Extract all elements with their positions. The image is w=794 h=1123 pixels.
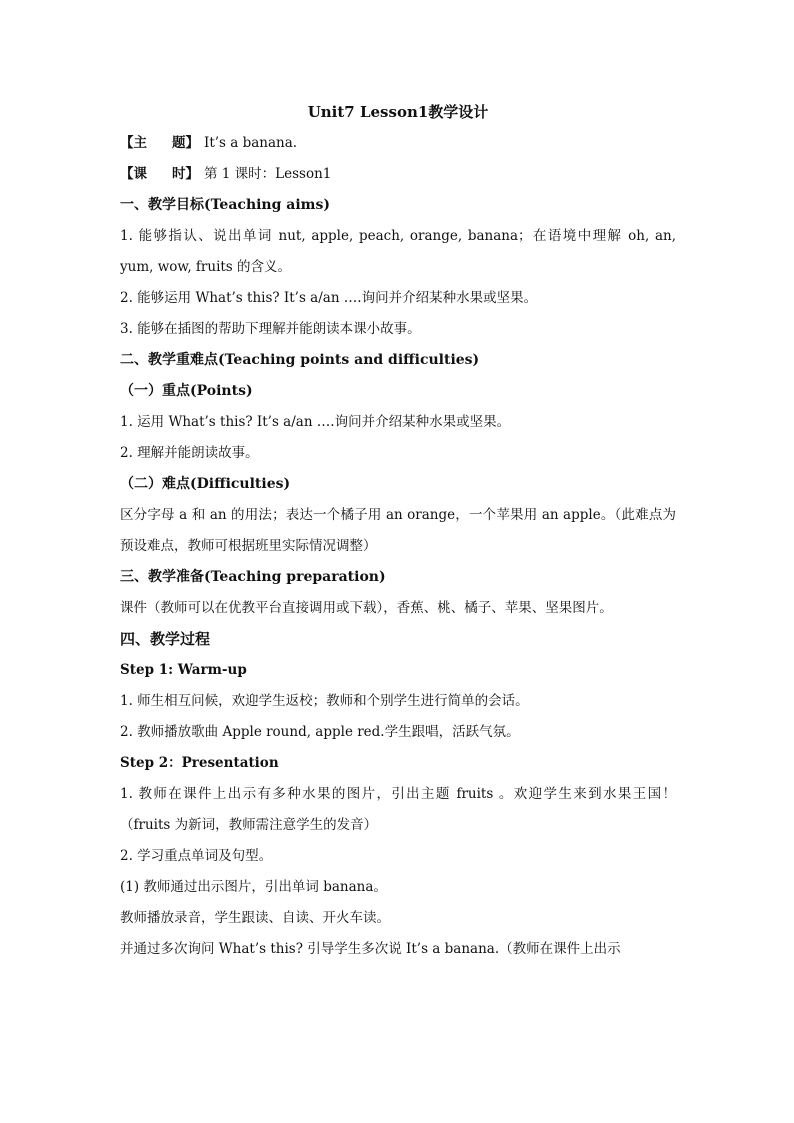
point-item-1: 1. 运用 What’s this? It’s a/an ….询问并介绍某种水果或坚果。 (120, 414, 511, 430)
point-item-2: 2. 理解并能朗读故事。 (120, 445, 259, 461)
step2-item-2: 2. 学习重点单词及句型。 (120, 848, 273, 864)
subheading-difficulties: （二）难点(Difficulties) (120, 476, 291, 492)
topic-label: 【主 题】 (120, 135, 199, 151)
topic-line (120, 128, 676, 159)
aim-item-1: 1. 能够指认、说出单词 nut, apple, peach, orange, banana；在语境中理解 oh, an, yum, wow, fruits 的含义。 (120, 228, 676, 275)
topic-value: It’s a banana. (204, 135, 298, 151)
document-page (120, 98, 676, 965)
step1-item-2: 2. 教师播放歌曲 Apple round, apple red.学生跟唱，活跃气氛。 (120, 724, 520, 740)
step1-item-1: 1. 师生相互问候，欢迎学生返校；教师和个别学生进行简单的会话。 (120, 693, 529, 709)
aim-item-2: 2. 能够运用 What’s this? It’s a/an ….询问并介绍某种水果或坚果。 (120, 290, 538, 306)
lesson-line (120, 159, 676, 190)
step2-item-3: (1) 教师通过出示图片，引出单词 banana。 (120, 879, 387, 895)
section-heading-preparation: 三、教学准备(Teaching preparation) (120, 569, 386, 585)
difficulties-text: 区分字母 a 和 an 的用法；表达一个橘子用 an orange，一个苹果用 an apple。（此难点为预设难点，教师可根据班里实际情况调整） (120, 507, 676, 554)
section-heading-aims: 一、教学目标(Teaching aims) (120, 197, 330, 213)
preparation-text: 课件（教师可以在优教平台直接调用或下载），香蕉、桃、橘子、苹果、坚果图片。 (120, 600, 613, 616)
step2-item-5: 并通过多次询问 What’s this? 引导学生多次说 It’s a banana.（教师在课件上出示 (120, 941, 621, 957)
step2-item-4: 教师播放录音，学生跟读、自读、开火车读。 (120, 910, 390, 926)
lesson-label: 【课 时】 (120, 166, 199, 182)
document-title: Unit7 Lesson1教学设计 (307, 103, 489, 121)
aim-item-3: 3. 能够在插图的帮助下理解并能朗读本课小故事。 (120, 321, 421, 337)
step2-item-1: 1. 教师在课件上出示有多种水果的图片，引出主题 fruits 。欢迎学生来到水果王国！（fruits 为新词，教师需注意学生的发音） (120, 786, 676, 833)
section-heading-points: 二、教学重难点(Teaching points and difficulties) (120, 352, 480, 368)
step1-heading: Step 1: Warm-up (120, 662, 247, 678)
step2-heading: Step 2：Presentation (120, 755, 279, 771)
subheading-points: （一）重点(Points) (120, 383, 253, 399)
section-heading-process: 四、教学过程 (120, 630, 211, 648)
lesson-value: 第 1 课时：Lesson1 (204, 166, 332, 182)
